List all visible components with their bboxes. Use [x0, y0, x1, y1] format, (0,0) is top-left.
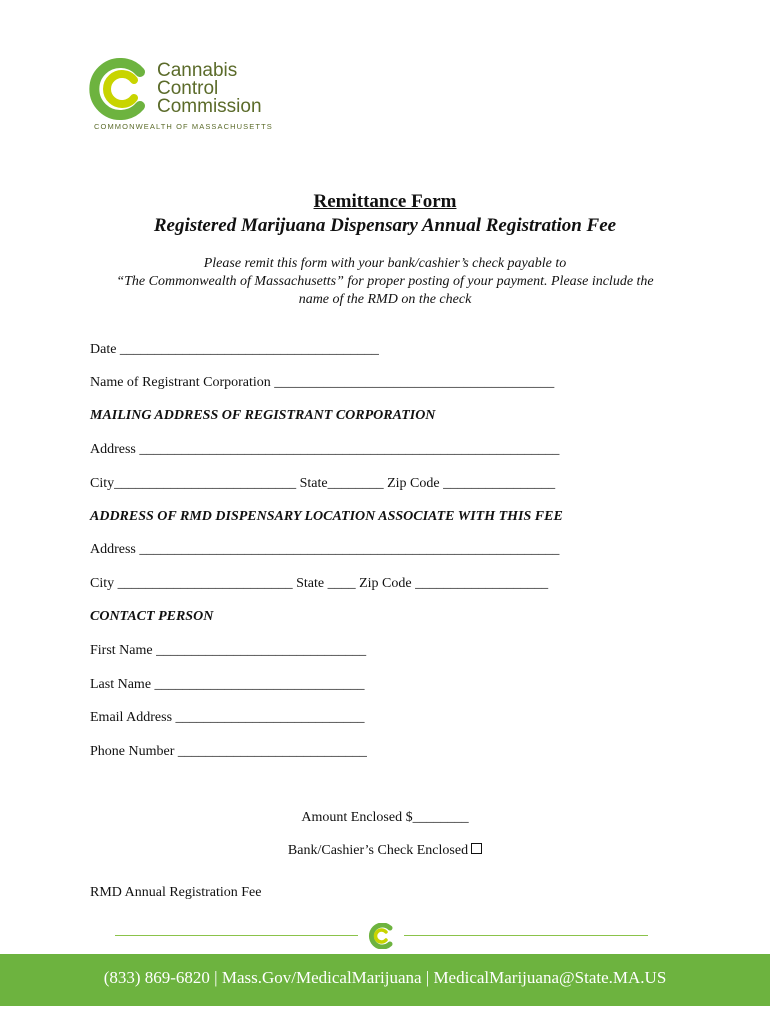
- mailing-address-heading: MAILING ADDRESS OF REGISTRANT CORPORATION: [90, 408, 436, 423]
- mailing-address-field[interactable]: Address ____________________________________________________________: [90, 442, 560, 457]
- logo-line-1: Cannabis: [157, 60, 238, 81]
- check-enclosed-row: [0, 843, 770, 859]
- email-address-field[interactable]: Email Address ___________________________: [90, 710, 365, 725]
- footer-rule-left: [115, 935, 358, 936]
- rmd-address-field[interactable]: Address ____________________________________________________________: [90, 542, 560, 557]
- check-enclosed-checkbox[interactable]: [471, 843, 482, 854]
- check-enclosed-label: Bank/Cashier’s Check Enclosed: [287, 843, 469, 858]
- first-name-field[interactable]: First Name ______________________________: [90, 643, 367, 658]
- amount-enclosed-field[interactable]: Amount Enclosed $________: [301, 810, 469, 825]
- logo-line-2: Control: [157, 78, 219, 99]
- contact-person-heading: CONTACT PERSON: [90, 609, 214, 624]
- logo-line-3: Commission: [157, 96, 262, 117]
- cannabis-control-commission-logo-icon: [88, 58, 152, 120]
- footer-contact-text: (833) 869-6820 | Mass.Gov/MedicalMarijuana | MedicalMarijuana@State.MA.US: [103, 968, 667, 987]
- mailing-city-state-zip-field[interactable]: City__________________________ State________ Zip Code ________________: [90, 476, 556, 491]
- footer-rule-right: [404, 935, 648, 936]
- date-field[interactable]: Date _____________________________________: [90, 342, 379, 357]
- registrant-name-field[interactable]: Name of Registrant Corporation ________________________________________: [90, 375, 555, 390]
- last-name-field[interactable]: Last Name ______________________________: [90, 677, 365, 692]
- page-title: Remittance Form: [313, 191, 457, 212]
- fee-label: RMD Annual Registration Fee: [90, 885, 262, 900]
- page-subtitle: Registered Marijuana Dispensary Annual Registration Fee: [153, 215, 617, 236]
- instructions-line-2: “The Commonwealth of Massachusetts” for proper posting of your payment. Please include the: [116, 274, 654, 289]
- rmd-address-heading: ADDRESS OF RMD DISPENSARY LOCATION ASSOCIATE WITH THIS FEE: [90, 509, 563, 524]
- footer-logo-icon: [366, 923, 396, 949]
- logo-subtitle: COMMONWEALTH OF MASSACHUSETTS: [94, 122, 273, 131]
- instructions-line-3: name of the RMD on the check: [298, 292, 472, 307]
- rmd-city-state-zip-field[interactable]: City _________________________ State ____ Zip Code ___________________: [90, 576, 549, 591]
- instructions-line-1: Please remit this form with your bank/cashier’s check payable to: [203, 256, 567, 271]
- phone-number-field[interactable]: Phone Number ___________________________: [90, 744, 367, 759]
